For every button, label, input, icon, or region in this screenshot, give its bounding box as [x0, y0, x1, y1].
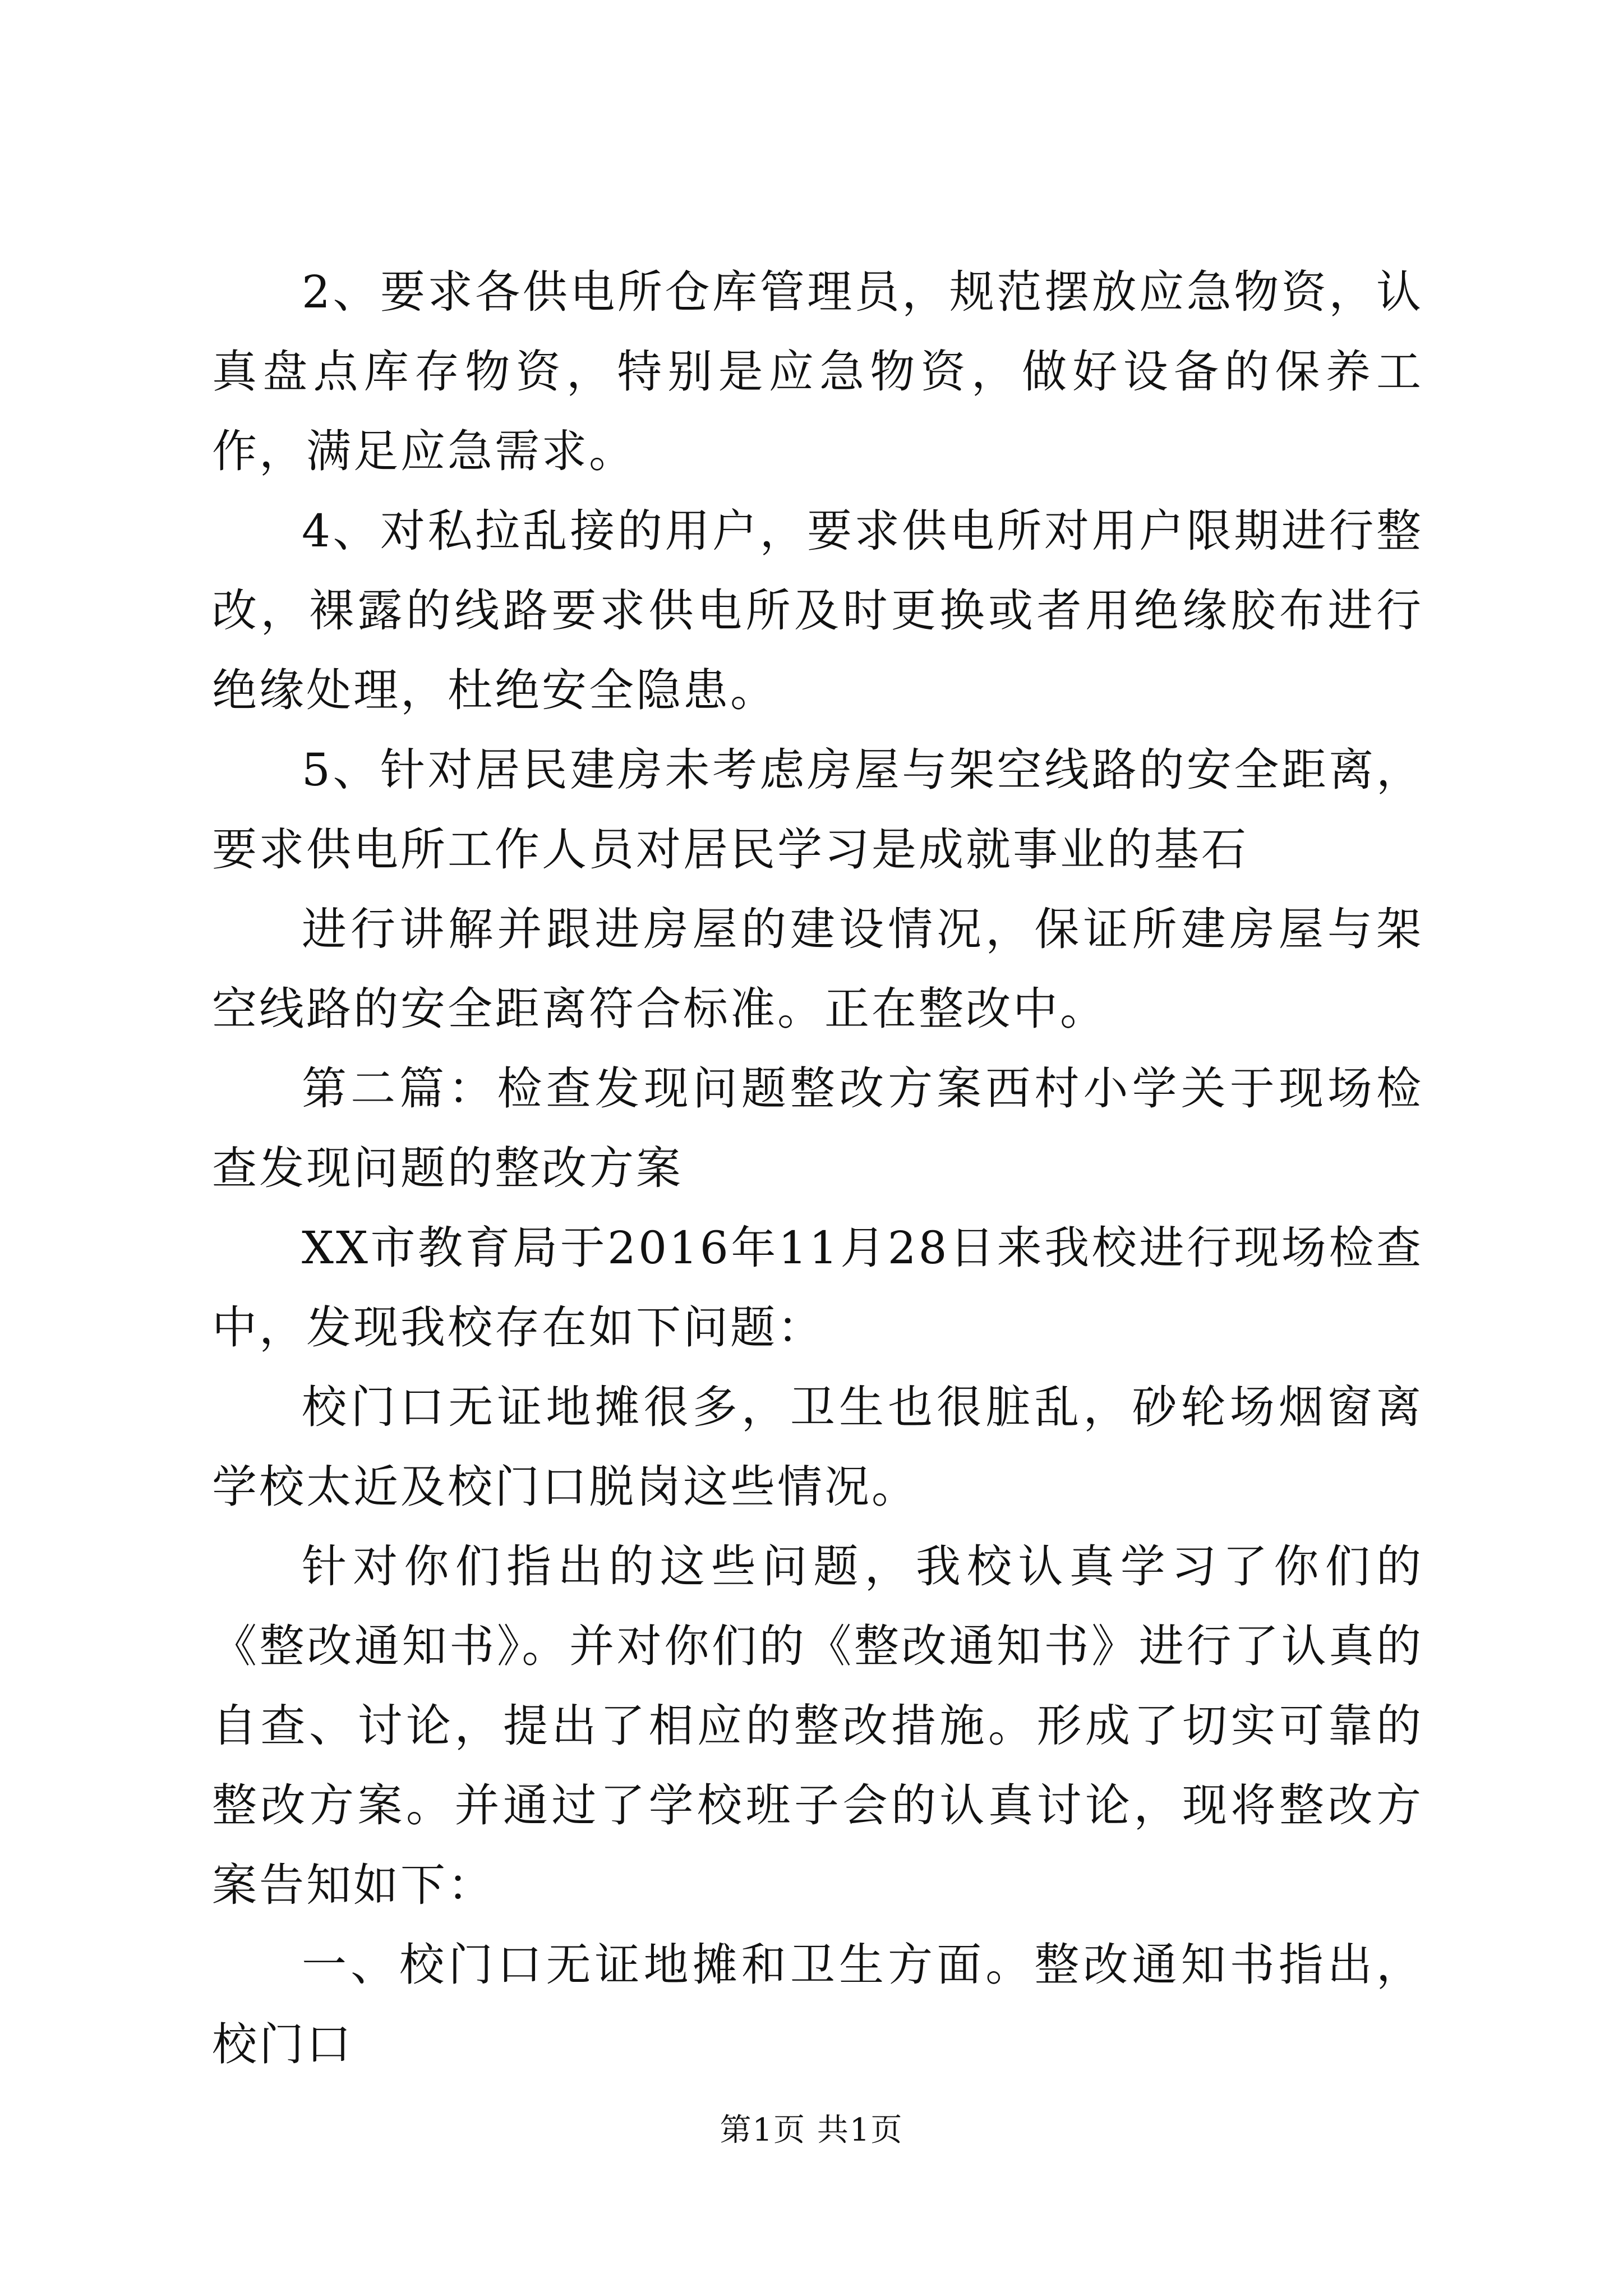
- paragraph-section-heading: 第二篇：检查发现问题整改方案西村小学关于现场检查发现问题的整改方案: [212, 1062, 1423, 1194]
- paragraph-illegal-wiring: 4、对私拉乱接的用户，要求供电所对用户限期进行整改，裸露的线路要求供电所及时更换或者用绝缘胶布进行绝缘处理，杜绝安全隐患。: [212, 505, 1423, 716]
- paragraph-supplies: 2、要求各供电所仓库管理员，规范摆放应急物资，认真盘点库存物资，特别是应急物资，做好设备的保养工作，满足应急需求。: [212, 266, 1423, 477]
- paragraph-safety-distance: 5、针对居民建房未考虑房屋与架空线路的安全距离，要求供电所工作人员对居民学习是成就事业的基石: [212, 744, 1423, 876]
- page-footer: 第1页 共1页: [720, 2112, 903, 2148]
- paragraph-item-one: 一、校门口无证地摊和卫生方面。整改通知书指出，校门口: [212, 1939, 1423, 2070]
- paragraph-problems: 校门口无证地摊很多，卫生也很脏乱，砂轮场烟窗离学校太近及校门口脱岗这些情况。: [212, 1381, 1423, 1513]
- paragraph-response: 针对你们指出的这些问题，我校认真学习了你们的《整改通知书》。并对你们的《整改通知书》进行了认真的自查、讨论，提出了相应的整改措施。形成了切实可靠的整改方案。并通过了学校班子会的认真讨论，现将整改方案告知如下：: [212, 1540, 1423, 1911]
- paragraph-explanation: 进行讲解并跟进房屋的建设情况，保证所建房屋与架空线路的安全距离符合标准。正在整改中。: [212, 903, 1423, 1035]
- document-body: [212, 252, 1423, 2085]
- paragraph-inspection-intro: XX市教育局于2016年11月28日来我校进行现场检查中，发现我校存在如下问题：: [212, 1222, 1423, 1354]
